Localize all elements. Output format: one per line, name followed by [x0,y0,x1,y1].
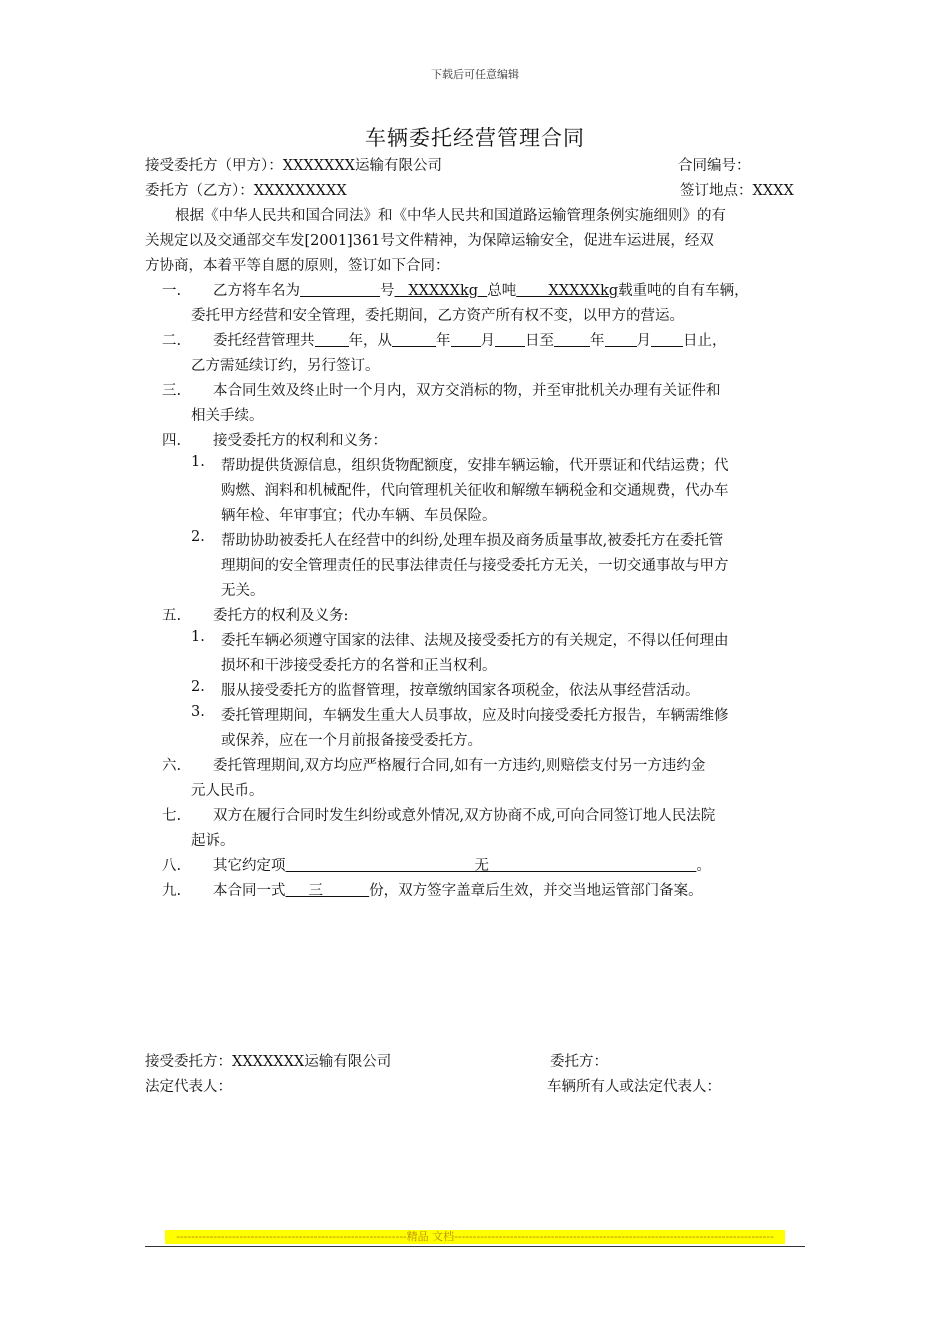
clause-number: 八. [162,858,182,874]
sign-party-a: 接受委托方：XXXXXXX运输有限公司 [145,1054,392,1070]
weight-value: XXXXXkg [548,283,619,299]
header-note: 下载后可任意编辑 [431,68,519,81]
clause-text: 本合同一式 [213,883,286,899]
sign-legal-rep-a: 法定代表人： [145,1079,232,1095]
clause-number: 三. [162,383,182,399]
clause-text: 日止， [683,333,727,349]
clause-text: 委托经营管理共 [213,333,315,349]
clause-text: 月 [636,333,651,349]
copies-field [286,883,370,899]
clause-number: 九. [162,883,182,899]
clause-text: 其它约定项 [213,858,286,874]
clause-text: 总吨 [487,283,517,299]
blank-field [554,332,590,347]
clause-5-item-3-line: 或保养，应在一个月前报备接受委托方。 [221,733,482,749]
clause-4-item-2-line: 理期间的安全管理责任的民事法律责任与接受委托方无关，一切交通事故与甲方 [221,558,729,574]
clause-6-line-2: 元人民币。 [191,783,264,799]
other-terms-value: 无 [474,858,489,874]
clause-text: 月 [480,333,495,349]
clause-5-item-1-line: 损坏和干涉接受委托方的名誉和正当权利。 [221,658,497,674]
clause-text: 年 [436,333,451,349]
item-number: 1. [191,629,205,645]
blank-field [651,332,683,347]
clause-number: 五. [162,608,182,624]
filled-field [516,283,618,299]
clause-6-line-1: 委托管理期间,双方均应严格履行合同,如有一方违约,则赔偿支付另一方违约金 [213,758,706,774]
clause-4-item-2-line: 帮助协助被委托人在经营中的纠纷,处理车损及商务质量事故,被委托方在委托管 [221,533,724,549]
sign-party-b: 委托方： [550,1054,608,1070]
clause-text: 号 [380,283,395,299]
blank-field [315,332,349,347]
clause-4-item-1-line: 帮助提供货源信息，组织货物配额度，安排车辆运输，代开票证和代结运费；代 [221,458,729,474]
clause-8-line [213,854,711,875]
clause-number: 七. [162,808,182,824]
clause-text: 载重吨的自有车辆， [618,283,749,299]
sign-owner-b: 车辆所有人或法定代表人： [547,1079,721,1095]
clause-5-heading: 委托方的权利及义务: [213,608,349,624]
blank-field [495,332,525,347]
clause-text: 日至 [525,333,554,349]
blank-field [300,282,380,297]
clause-1-line-1 [213,279,749,300]
clause-4-item-1-line: 购燃、润料和机械配件，代向管理机关征收和解缴车辆税金和交通规费，代办车 [221,483,729,499]
clause-1-line-2: 委托甲方经营和安全管理，委托期间，乙方资产所有权不变，以甲方的营运。 [191,308,684,324]
clause-text: 。 [696,858,711,874]
clause-text: 乙方将车名为 [213,283,300,299]
clause-9-line [213,879,703,900]
weight-value: XXXXXkg [408,283,479,299]
filled-field [395,283,488,299]
clause-3-line-1: 本合同生效及终止时一个月内，双方交消标的物，并至审批机关办理有关证件和 [213,383,721,399]
clause-number: 一. [162,283,182,299]
item-number: 1. [191,454,205,470]
clause-7-line-1: 双方在履行合同时发生纠纷或意外情况,双方协商不成,可向合同签订地人民法院 [213,808,716,824]
clause-number: 六. [162,758,182,774]
clause-4-heading: 接受委托方的权利和义务： [213,433,387,449]
sign-place: 签订地点：XXXX [680,183,794,199]
clause-number: 四. [162,433,182,449]
party-a: 接受委托方（甲方）：XXXXXXX运输有限公司 [145,158,443,174]
footer-banner: --------------------------------------------------------------精品 文档-------------------------------------------------------------------------------------- [165,1230,785,1244]
party-b: 委托方（乙方）：XXXXXXXXX [145,183,347,199]
blank-field [605,332,637,347]
clause-number: 二. [162,333,182,349]
clause-text: 年 [590,333,605,349]
blank-field [451,332,481,347]
clause-2-line-2: 乙方需延续订约，另行签订。 [191,358,380,374]
blank-field [392,332,436,347]
clause-2-line-1 [213,329,727,350]
item-number: 2. [191,679,205,695]
clause-5-item-1-line: 委托车辆必须遵守国家的法律、法规及接受委托方的有关规定，不得以任何理由 [221,633,729,649]
document-title: 车辆委托经营管理合同 [365,126,585,150]
clause-5-item-2-line: 服从接受委托方的监督管理，按章缴纳国家各项税金，依法从事经营活动。 [221,683,700,699]
contract-number: 合同编号： [678,158,751,174]
item-number: 2. [191,529,205,545]
preamble-line: 关规定以及交通部交车发[2001]361号文件精神，为保障运输安全，促进车运进展，经双 [145,233,714,249]
other-terms-field [286,858,697,874]
clause-3-line-2: 相关手续。 [191,408,264,424]
preamble-line: 根据《中华人民共和国合同法》和《中华人民共和国道路运输管理条例实施细则》的有 [175,208,726,224]
clause-5-item-3-line: 委托管理期间，车辆发生重大人员事故，应及时向接受委托方报告，车辆需维修 [221,708,729,724]
clause-4-item-1-line: 辆年检、年审事宜；代办车辆、车员保险。 [221,508,497,524]
clause-7-line-2: 起诉。 [191,833,235,849]
clause-text: 年，从 [348,333,392,349]
footer-divider [145,1246,805,1247]
clause-text: 份，双方签字盖章后生效，并交当地运管部门备案。 [369,883,703,899]
item-number: 3. [191,704,205,720]
copies-value: 三 [308,883,324,899]
clause-4-item-2-line: 无关。 [221,583,265,599]
preamble-line: 方协商，本着平等自愿的原则，签订如下合同： [145,258,450,274]
